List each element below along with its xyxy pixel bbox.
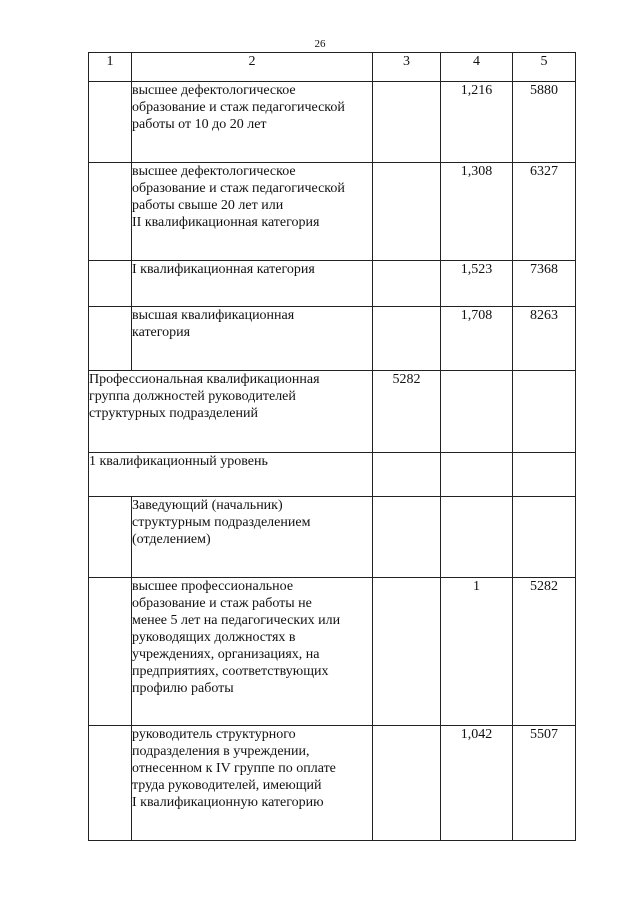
table-row: [89, 726, 576, 841]
table-cell: [89, 261, 132, 307]
salary-cell: 5507: [513, 726, 576, 841]
table-cell: [89, 163, 132, 261]
position-description: высшая квалификационная категория: [132, 307, 373, 371]
coefficient-cell: 1,523: [441, 261, 513, 307]
position-title: Заведующий (начальник) структурным подразделением (отделением): [132, 497, 373, 578]
base-salary-cell: 5282: [373, 371, 441, 453]
position-description: руководитель структурного подразделения в учреждении, отнесенном к IV группе по оплате труда руководителей, имеющий I квалификационную категорию: [132, 726, 373, 841]
base-salary-cell: [373, 82, 441, 163]
qualification-level: 1 квалификационный уровень: [89, 453, 373, 497]
coefficient-cell: 1,042: [441, 726, 513, 841]
group-row: [89, 371, 576, 453]
table-cell: [513, 371, 576, 453]
table-cell: [89, 307, 132, 371]
base-salary-cell: [373, 578, 441, 726]
table-cell: [441, 371, 513, 453]
coefficient-cell: 1,308: [441, 163, 513, 261]
header-cell: 3: [373, 53, 441, 82]
table-cell: [89, 82, 132, 163]
position-description: I квалификационная категория: [132, 261, 373, 307]
table-cell: [441, 453, 513, 497]
position-description: высшее профессиональное образование и стаж работы не менее 5 лет на педагогических или руководящих должностях в учреждениях, организациях, на предприятиях, соответствующих профилю работы: [132, 578, 373, 726]
table-row: [89, 578, 576, 726]
table-row: [89, 307, 576, 371]
salary-cell: [513, 497, 576, 578]
table-cell: [373, 453, 441, 497]
base-salary-cell: [373, 307, 441, 371]
table-row: [89, 261, 576, 307]
coefficient-cell: 1,216: [441, 82, 513, 163]
group-title: Профессиональная квалификационная группа должностей руководителей структурных подразделений: [89, 371, 373, 453]
salary-cell: 5282: [513, 578, 576, 726]
table-row: [89, 163, 576, 261]
table-cell: [513, 453, 576, 497]
table-row: [89, 82, 576, 163]
table-cell: [89, 726, 132, 841]
table-cell: [89, 497, 132, 578]
salary-cell: 8263: [513, 307, 576, 371]
salary-table: [88, 52, 576, 841]
position-description: высшее дефектологическое образование и стаж педагогической работы от 10 до 20 лет: [132, 82, 373, 163]
base-salary-cell: [373, 261, 441, 307]
level-row: [89, 453, 576, 497]
table-row: [89, 497, 576, 578]
base-salary-cell: [373, 163, 441, 261]
page-number: 26: [314, 38, 326, 50]
position-description: высшее дефектологическое образование и стаж педагогической работы свыше 20 лет или II квалификационная категория: [132, 163, 373, 261]
header-cell: 5: [513, 53, 576, 82]
base-salary-cell: [373, 726, 441, 841]
salary-cell: 6327: [513, 163, 576, 261]
salary-cell: 5880: [513, 82, 576, 163]
salary-cell: 7368: [513, 261, 576, 307]
header-cell: 4: [441, 53, 513, 82]
base-salary-cell: [373, 497, 441, 578]
coefficient-cell: 1: [441, 578, 513, 726]
header-cell: 1: [89, 53, 132, 82]
table-header-row: [89, 53, 576, 82]
coefficient-cell: [441, 497, 513, 578]
coefficient-cell: 1,708: [441, 307, 513, 371]
header-cell: 2: [132, 53, 373, 82]
table-cell: [89, 578, 132, 726]
